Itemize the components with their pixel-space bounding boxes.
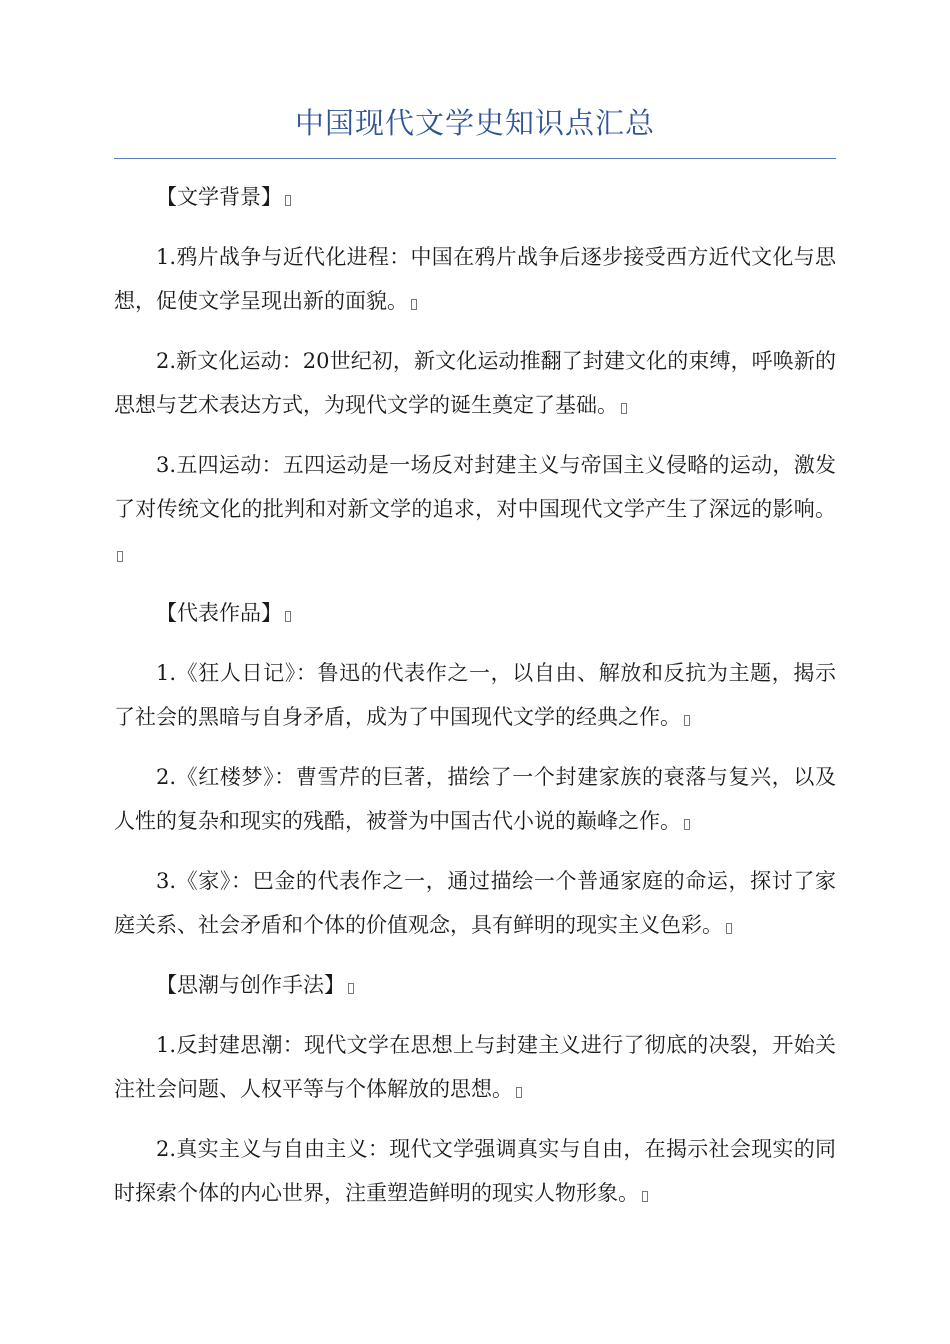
- paragraph-trends-2: [114, 1127, 836, 1215]
- paragraph-works-3: [114, 859, 836, 947]
- paragraph-background-3: [114, 443, 836, 575]
- paragraph-mark-icon: [642, 1191, 648, 1202]
- paragraph-text: 3.五四运动：五四运动是一场反对封建主义与帝国主义侵略的运动，激发了对传统文化的批判和对新文学的追求，对中国现代文学产生了深远的影响。: [114, 453, 836, 521]
- section-heading-trends: [114, 963, 836, 1007]
- paragraph-works-1: [114, 651, 836, 739]
- paragraph-text: 【代表作品】: [156, 601, 282, 625]
- paragraph-mark-icon: [348, 983, 354, 994]
- paragraph-text: 2.真实主义与自由主义：现代文学强调真实与自由，在揭示社会现实的同时探索个体的内心世界，注重塑造鲜明的现实人物形象。: [114, 1137, 836, 1205]
- paragraph-text: 1.《狂人日记》：鲁迅的代表作之一，以自由、解放和反抗为主题，揭示了社会的黑暗与自身矛盾，成为了中国现代文学的经典之作。: [114, 661, 836, 729]
- paragraph-mark-icon: [684, 819, 690, 830]
- paragraph-text: 【文学背景】: [156, 185, 282, 209]
- paragraph-text: 1.鸦片战争与近代化进程：中国在鸦片战争后逐步接受西方近代文化与思想，促使文学呈现出新的面貌。: [114, 245, 836, 313]
- paragraph-mark-icon: [411, 299, 417, 310]
- paragraph-mark-icon: [117, 551, 123, 562]
- paragraph-mark-icon: [726, 923, 732, 934]
- document-body: [114, 175, 836, 1231]
- paragraph-works-2: [114, 755, 836, 843]
- paragraph-mark-icon: [285, 611, 291, 622]
- paragraph-mark-icon: [516, 1087, 522, 1098]
- paragraph-mark-icon: [684, 715, 690, 726]
- paragraph-mark-icon: [285, 195, 291, 206]
- paragraph-background-1: [114, 235, 836, 323]
- paragraph-text: 1.反封建思潮：现代文学在思想上与封建主义进行了彻底的决裂，开始关注社会问题、人权平等与个体解放的思想。: [114, 1033, 836, 1101]
- paragraph-trends-1: [114, 1023, 836, 1111]
- section-heading-background: [114, 175, 836, 219]
- paragraph-text: 3.《家》：巴金的代表作之一，通过描绘一个普通家庭的命运，探讨了家庭关系、社会矛盾和个体的价值观念，具有鲜明的现实主义色彩。: [114, 869, 836, 937]
- paragraph-text: 2.《红楼梦》：曹雪芹的巨著，描绘了一个封建家族的衰落与复兴，以及人性的复杂和现实的残酷，被誉为中国古代小说的巅峰之作。: [114, 765, 836, 833]
- paragraph-text: 【思潮与创作手法】: [156, 973, 345, 997]
- title-divider: [114, 158, 836, 159]
- document-title: 中国现代文学史知识点汇总: [294, 106, 655, 140]
- paragraph-text: 2.新文化运动：20世纪初，新文化运动推翻了封建文化的束缚，呼唤新的思想与艺术表达方式，为现代文学的诞生奠定了基础。: [114, 349, 836, 417]
- section-heading-works: [114, 591, 836, 635]
- paragraph-mark-icon: [621, 403, 627, 414]
- paragraph-background-2: [114, 339, 836, 427]
